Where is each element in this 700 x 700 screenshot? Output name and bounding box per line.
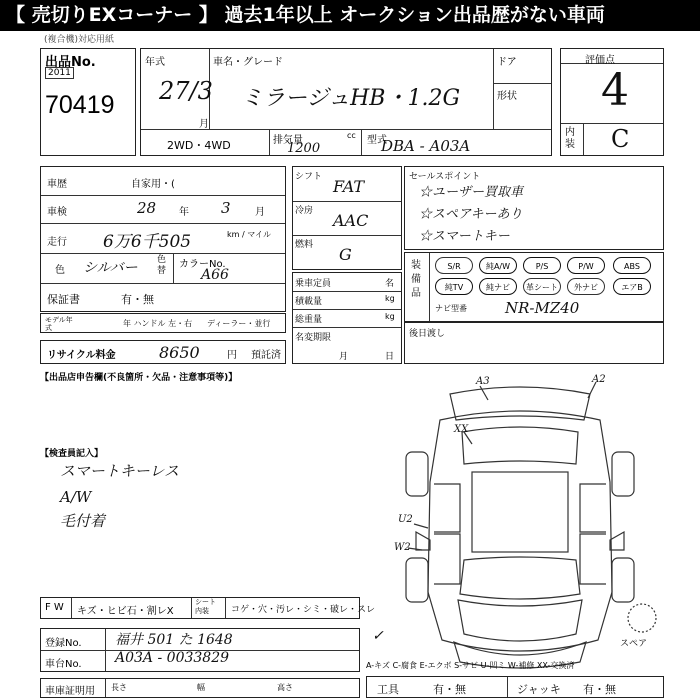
- ac-label: 冷房: [295, 206, 314, 216]
- seat-label: シート内装: [195, 598, 216, 615]
- damage-mark-u2: U2: [398, 514, 413, 525]
- displacement-label: 排気量: [273, 135, 303, 146]
- shift-ac-fuel-box: [292, 166, 402, 270]
- expiry-unit: 月: [339, 352, 349, 362]
- windshield: [460, 557, 580, 599]
- inspector-note: A/W: [60, 488, 92, 506]
- model-type-value: DBA - A03A: [381, 137, 471, 155]
- fw-items: キズ・ヒビ石・割レX: [77, 606, 174, 617]
- left-rear-door: [434, 484, 460, 532]
- lot-year-tag: 2011: [45, 67, 74, 79]
- wheel-left-rear: [406, 452, 428, 496]
- dealer-label: ディーラー・並行: [207, 319, 271, 328]
- lot-box: [40, 48, 136, 156]
- expiry-label: 名変期限: [295, 333, 332, 343]
- chassis-value: A03A - 0033829: [115, 650, 230, 666]
- check-mark: ✓: [372, 628, 384, 644]
- inspector-note: スマートキーレス: [60, 462, 179, 480]
- shaken-month-unit: 月: [255, 207, 265, 218]
- gross-unit: kg: [385, 312, 395, 321]
- left-front-door: [434, 534, 460, 584]
- expiry-day: 日: [385, 352, 395, 362]
- history-box: [40, 166, 286, 312]
- equipment-item: P/S: [523, 257, 561, 274]
- shaken-year: 28: [137, 199, 157, 217]
- wheel-right-rear: [612, 452, 634, 496]
- equipment-item: ABS: [613, 257, 651, 274]
- chassis-label: 車台No.: [45, 659, 82, 670]
- jack-value: 有・無: [583, 683, 616, 696]
- sales-point-item: ☆スペアキーあり: [419, 207, 523, 222]
- load-unit: kg: [385, 294, 395, 303]
- later-delivery-label: 後日渡し: [409, 329, 446, 339]
- equipment-item: 純ナビ: [479, 278, 517, 295]
- roof: [472, 472, 568, 552]
- equipment-item: P/W: [567, 257, 605, 274]
- damage-mark-a2: A2: [592, 374, 606, 385]
- mark-arrow-u2: [414, 524, 428, 528]
- fw-label: F W: [45, 602, 64, 613]
- color-value: シルバー: [83, 260, 138, 276]
- riders-label: 乗車定員: [295, 279, 332, 289]
- later-delivery-box: [404, 322, 664, 364]
- wheel-right-front: [612, 558, 634, 602]
- mileage-value: 6万6千505: [103, 232, 192, 252]
- displacement-value: 1200: [287, 141, 321, 156]
- spare-tire-icon: [628, 604, 656, 632]
- lot-number: 70419: [45, 91, 115, 119]
- navi-model-value: NR-MZ40: [505, 299, 580, 317]
- reg-chassis-box: [40, 628, 360, 672]
- riders-unit: 名: [385, 279, 395, 289]
- colorno-value: A66: [201, 267, 229, 283]
- recycle-unit: 円: [227, 350, 237, 361]
- shaken-label: 車検: [47, 207, 67, 218]
- handle-label: 年 ハンドル 左・右: [123, 319, 193, 328]
- fw-row: [40, 597, 376, 619]
- seat-items: コゲ・穴・汚レ・シミ・破レ・スレ: [231, 605, 376, 615]
- mirror-right: [610, 532, 624, 550]
- damage-mark-w2: W2: [394, 542, 411, 553]
- interior-label: 内装: [565, 127, 575, 150]
- mileage-unit: km / マイル: [227, 230, 272, 239]
- capacity-box: [292, 272, 402, 364]
- fuel-label: 燃料: [295, 240, 314, 250]
- name-grade-label: 車名・グレード: [213, 57, 283, 68]
- model-type-label: 型式: [367, 135, 387, 146]
- car-history-label: 車歴: [47, 179, 67, 190]
- displacement-unit: cc: [347, 131, 356, 140]
- tools-label: 工具: [377, 683, 399, 696]
- inspector-note: 毛付着: [60, 512, 106, 530]
- model-year-row: [40, 313, 286, 333]
- score-box: [560, 48, 664, 156]
- garage-length: 長さ: [111, 683, 127, 692]
- hood: [458, 600, 582, 641]
- name-grade-value: ミラージュHB・1.2G: [241, 86, 461, 111]
- equipment-item: 革シート: [523, 278, 561, 295]
- colorno-label: カラーNo.: [179, 259, 226, 270]
- load-label: 積載量: [295, 297, 323, 307]
- equipment-item: S/R: [435, 257, 473, 274]
- equipment-item: 外ナビ: [567, 278, 605, 295]
- form-subtitle: (複合機)対応用紙: [44, 35, 115, 45]
- warranty-value: 有・無: [121, 293, 154, 306]
- color-label: 色: [55, 265, 65, 276]
- shaken-month: 3: [221, 199, 231, 217]
- shaken-year-unit: 年: [179, 207, 189, 218]
- shift-value: FAT: [333, 177, 365, 196]
- sales-point-item: ☆ユーザー買取車: [419, 185, 524, 200]
- right-front-door: [580, 534, 606, 584]
- spare-label: スペア: [620, 639, 648, 649]
- drive-label: 2WD・4WD: [167, 139, 231, 152]
- damage-mark-a3: A3: [476, 376, 490, 387]
- navi-model-label: ナビ型番: [435, 304, 467, 313]
- equipment-box: [404, 252, 664, 322]
- score-value: 4: [601, 65, 629, 116]
- tools-value: 有・無: [433, 683, 466, 696]
- shape-label: 形状: [497, 91, 517, 102]
- car-info-box: [140, 48, 552, 156]
- banner: 【 売切りEXコーナー 】 過去1年以上 オークション出品歴がない車両: [0, 0, 700, 31]
- mileage-label: 走行: [47, 237, 67, 248]
- doors-label: ドア: [497, 57, 517, 68]
- year-label: 年式: [145, 57, 165, 68]
- damage-legend: A-キズ C-腐食 E-エクボ S-サビ U-凹ミ W-補修 XX-交換済: [366, 661, 575, 670]
- gross-label: 総重量: [295, 315, 323, 325]
- recycle-value: 8650: [159, 343, 200, 362]
- garage-row: [40, 678, 360, 698]
- lot-label: 出品No.: [45, 55, 96, 70]
- garage-label: 車庫証明用: [45, 686, 95, 697]
- model-year-label: モデル年式: [45, 316, 73, 332]
- garage-width: 幅: [197, 683, 205, 692]
- sales-points-label: セールスポイント: [409, 172, 481, 182]
- sales-point-item: ☆スマートキー: [419, 229, 510, 244]
- garage-height: 高さ: [277, 683, 293, 692]
- tools-jack-row: [366, 676, 664, 698]
- equipment-item: 純A/W: [479, 257, 517, 274]
- recycle-box: [40, 340, 286, 364]
- car-damage-diagram: [380, 372, 664, 672]
- warranty-label: 保証書: [47, 293, 80, 306]
- wheel-left-front: [406, 558, 428, 602]
- year-value: 27/3: [159, 77, 213, 105]
- car-history-value: 自家用・(: [131, 179, 175, 190]
- body-outline: [428, 411, 612, 651]
- recycle-label: リサイクル料金: [47, 350, 116, 361]
- equipment-label: 装備品: [411, 260, 421, 299]
- equipment-item: エアB: [613, 278, 651, 295]
- rear-bumper: [450, 387, 590, 420]
- damage-mark-xx: XX: [454, 424, 469, 435]
- right-rear-door: [580, 484, 606, 532]
- rear-window: [462, 427, 578, 464]
- score-label: 評価点: [585, 55, 615, 66]
- month-suffix: 月: [199, 119, 209, 130]
- interior-value: C: [611, 125, 630, 153]
- registration-value: 福井 501 た 1648: [115, 632, 233, 648]
- report-label: 【出品店申告欄(不良箇所・欠品・注意事項等)】: [40, 373, 238, 383]
- inspector-label: 【検査員記入】: [40, 449, 104, 459]
- color-change-label: 色替: [157, 255, 167, 276]
- mirror-left: [416, 532, 430, 550]
- equipment-item: 純TV: [435, 278, 473, 295]
- recycle-note: 預託済: [251, 350, 281, 361]
- shift-label: シフト: [295, 172, 323, 182]
- ac-value: AAC: [333, 211, 369, 230]
- fuel-value: G: [339, 245, 352, 264]
- jack-label: ジャッキ: [517, 683, 561, 696]
- registration-label: 登録No.: [45, 638, 82, 649]
- sales-points-box: [404, 166, 664, 250]
